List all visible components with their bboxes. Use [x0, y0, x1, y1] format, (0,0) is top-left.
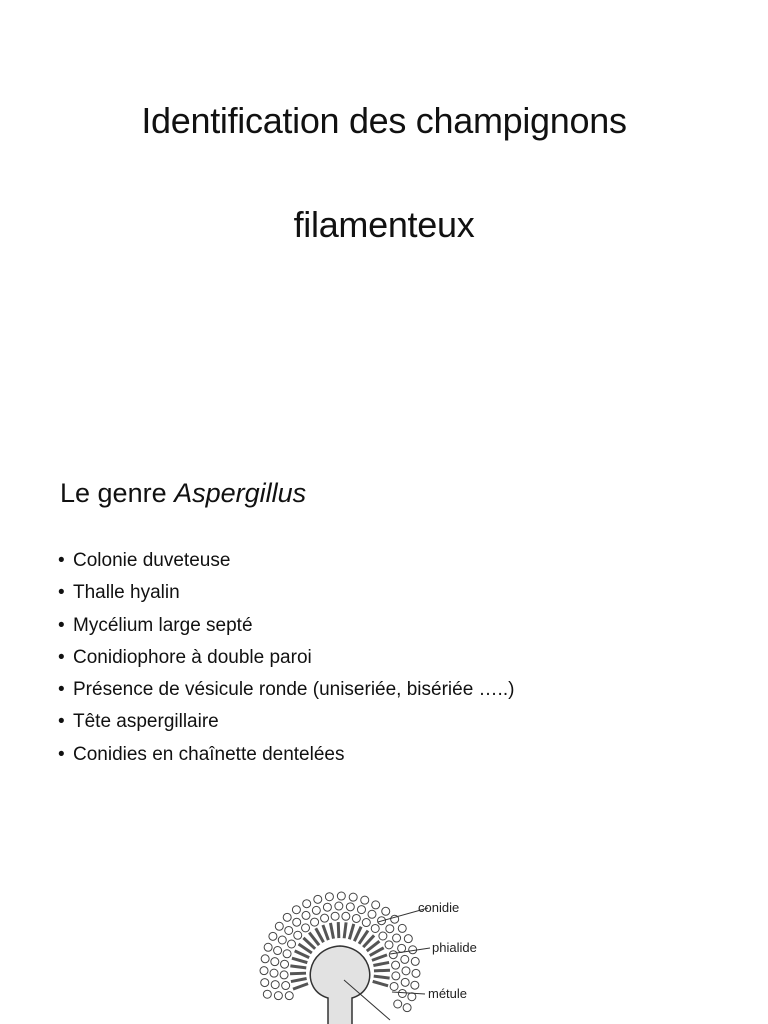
conidium — [271, 981, 279, 989]
conidium — [411, 981, 419, 989]
conidium — [392, 961, 400, 969]
conidium — [274, 947, 282, 955]
conidium — [392, 972, 400, 980]
vesicle — [310, 946, 369, 1024]
conidium — [401, 955, 409, 963]
page-title-line-1: Identification des champignons — [141, 100, 627, 141]
conidium — [393, 934, 401, 942]
list-item-text: Tête aspergillaire — [73, 711, 219, 733]
conidium — [264, 943, 272, 951]
list-item-text: Conidies en chaînette dentelées — [73, 743, 345, 765]
conidium — [288, 940, 296, 948]
list-item — [58, 741, 514, 773]
list-item-text: Conidiophore à double paroi — [73, 646, 312, 668]
conidium — [280, 971, 288, 979]
characteristics-list — [58, 547, 514, 773]
conidium — [342, 912, 350, 920]
list-item — [58, 612, 514, 644]
conidium — [278, 936, 286, 944]
conidium — [261, 979, 269, 987]
leader-line-metule — [392, 992, 425, 994]
conidium — [323, 903, 331, 911]
conidium — [357, 906, 365, 914]
conidium — [261, 955, 269, 963]
conidium — [389, 951, 397, 959]
bullet-marker: • — [58, 646, 65, 668]
conidium — [314, 895, 322, 903]
conidium — [362, 919, 370, 927]
conidium — [321, 914, 329, 922]
conidium — [382, 907, 390, 915]
conidium — [274, 992, 282, 1000]
bullet-marker: • — [58, 614, 65, 636]
conidium — [285, 992, 293, 1000]
conidium — [285, 926, 293, 934]
bullet-marker: • — [58, 711, 65, 733]
conidium — [403, 1004, 411, 1012]
phialide — [295, 951, 310, 958]
conidium — [412, 969, 420, 977]
page-title-line-2: filamenteux — [293, 204, 475, 245]
phialide — [373, 981, 388, 985]
conidium — [368, 910, 376, 918]
conidium — [386, 925, 394, 933]
phialide — [372, 955, 387, 960]
section-heading-prefix: Le genre — [60, 478, 175, 508]
conidium — [385, 941, 393, 949]
phialide — [330, 923, 333, 939]
conidium — [371, 924, 379, 932]
list-item-text: Présence de vésicule ronde (uniseriée, bisériée …..) — [73, 679, 515, 701]
phialide — [373, 962, 389, 965]
conidium — [275, 922, 283, 930]
conidium — [269, 932, 277, 940]
conidium — [270, 969, 278, 977]
conidium — [260, 967, 268, 975]
conidium — [325, 893, 333, 901]
conidium — [293, 918, 301, 926]
conidium — [302, 911, 310, 919]
conidium — [294, 931, 302, 939]
aspergillus-head-diagram — [240, 880, 520, 1024]
conidium — [398, 944, 406, 952]
conidium — [263, 990, 271, 998]
phialide — [344, 922, 346, 938]
conidium — [361, 896, 369, 904]
phialide — [374, 976, 390, 978]
conidium — [390, 982, 398, 990]
phialide — [293, 984, 308, 989]
section-heading-genus: Aspergillus — [174, 478, 307, 508]
phialide — [349, 924, 353, 939]
list-item — [58, 547, 514, 579]
conidium — [271, 958, 279, 966]
label-metule: métule — [428, 986, 468, 1001]
phialide — [354, 927, 361, 942]
section-heading — [60, 478, 306, 509]
conidium — [312, 906, 320, 914]
phialide — [291, 978, 307, 981]
conidium — [404, 935, 412, 943]
list-item-text: Colonie duveteuse — [73, 550, 231, 571]
conidium — [337, 892, 345, 900]
conidium — [401, 978, 409, 986]
list-item-text: Thalle hyalin — [73, 582, 180, 604]
conidium — [349, 893, 357, 901]
label-conidie: conidie — [418, 900, 460, 915]
list-item — [58, 579, 514, 611]
conidium — [398, 924, 406, 932]
conidium — [346, 903, 354, 911]
conidium — [282, 982, 290, 990]
conidium — [398, 989, 406, 997]
conidium — [379, 932, 387, 940]
phialide — [338, 922, 339, 938]
bullet-marker: • — [58, 582, 65, 604]
conidium — [303, 900, 311, 908]
list-item — [58, 676, 514, 708]
conidium — [408, 993, 416, 1001]
conidium — [281, 960, 289, 968]
bullet-marker: • — [58, 550, 65, 571]
bullet-marker: • — [58, 679, 65, 701]
phialide — [323, 925, 328, 940]
conidium — [311, 918, 319, 926]
conidium — [372, 901, 380, 909]
conidium — [292, 906, 300, 914]
conidium — [331, 912, 339, 920]
phialide — [374, 970, 390, 971]
list-item — [58, 708, 514, 740]
list-item — [58, 644, 514, 676]
phialide — [290, 973, 306, 974]
conidium — [283, 913, 291, 921]
conidium — [411, 957, 419, 965]
conidium — [302, 924, 310, 932]
conidium — [402, 967, 410, 975]
bullet-marker: • — [58, 743, 65, 765]
label-phialide: phialide — [432, 940, 477, 955]
list-item-text: Mycélium large septé — [73, 614, 253, 636]
conidium — [394, 1000, 402, 1008]
phialide — [290, 966, 306, 968]
conidium — [352, 914, 360, 922]
conidium — [283, 950, 291, 958]
phialide — [292, 958, 307, 962]
conidium — [335, 902, 343, 910]
